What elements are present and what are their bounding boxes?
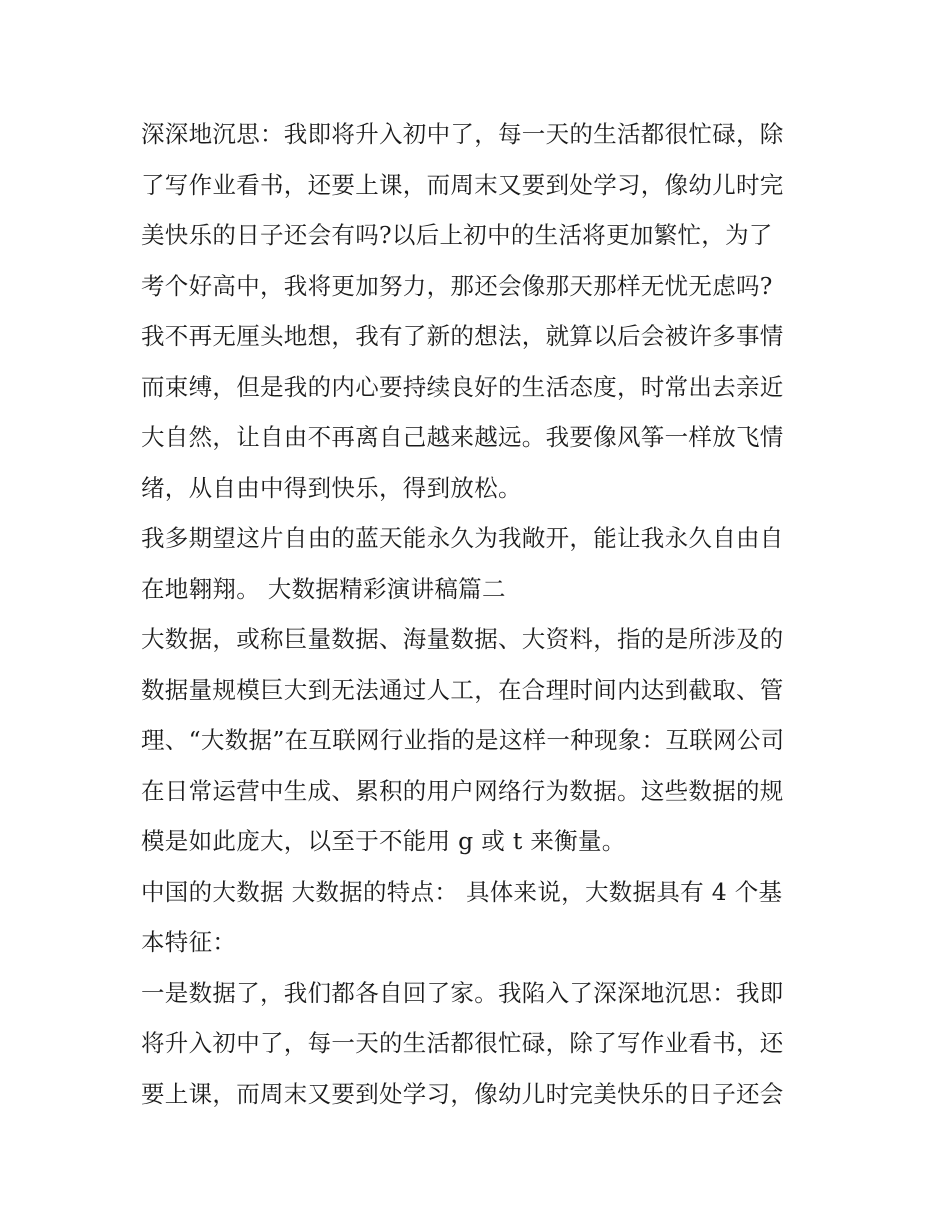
text-line: 大自然，让自由不再离自己越来越远。我要像风筝一样放飞情: [141, 423, 784, 451]
text-line: 本特征：: [141, 928, 237, 956]
text-line: 了写作业看书，还要上课，而周末又要到处学习，像幼儿时完: [141, 170, 784, 199]
text-line: 在日常运营中生成、累积的用户网络行为数据。这些数据的规: [141, 776, 784, 805]
text-line: 而束缚，但是我的内心要持续良好的生活态度，时常出去亲近: [141, 372, 784, 401]
text-line: 将升入初中了，每一天的生活都很忙碌，除了写作业看书，还: [141, 1029, 784, 1057]
text-line: 美快乐的日子还会有吗?以后上初中的生活将更加繁忙，为了: [141, 221, 773, 249]
document-body: [141, 109, 821, 1119]
text-line: 要上课，而周末又要到处学习，像幼儿时完美快乐的日子还会: [141, 1079, 784, 1108]
text-line: 数据量规模巨大到无法通过人工，在合理时间内达到截取、管: [141, 675, 784, 704]
text-line: 考个好高中，我将更加努力，那还会像那天那样无忧无虑吗?: [141, 271, 773, 300]
text-line: 我多期望这片自由的蓝天能永久为我敞开，能让我永久自由自: [141, 524, 784, 552]
text-line: 中国的大数据 大数据的特点： 具体来说，大数据具有 4 个基: [141, 877, 783, 906]
text-line: 绪，从自由中得到快乐，得到放松。: [141, 473, 522, 502]
text-line: 理、“大数据”在互联网行业指的是这样一种现象：互联网公司: [141, 726, 785, 754]
text-line: 一是数据了，我们都各自回了家。我陷入了深深地沉思：我即: [141, 978, 784, 1007]
text-line: 大数据，或称巨量数据、海量数据、大资料，指的是所涉及的: [141, 625, 784, 653]
text-line: 我不再无厘头地想，我有了新的想法，就算以后会被许多事情: [141, 322, 784, 350]
text-line: 模是如此庞大，以至于不能用 g 或 t 来衡量。: [141, 827, 626, 855]
text-line: 在地翱翔。 大数据精彩演讲稿篇二: [141, 574, 506, 603]
text-line: 深深地沉思：我即将升入初中了，每一天的生活都很忙碌，除: [141, 120, 784, 148]
